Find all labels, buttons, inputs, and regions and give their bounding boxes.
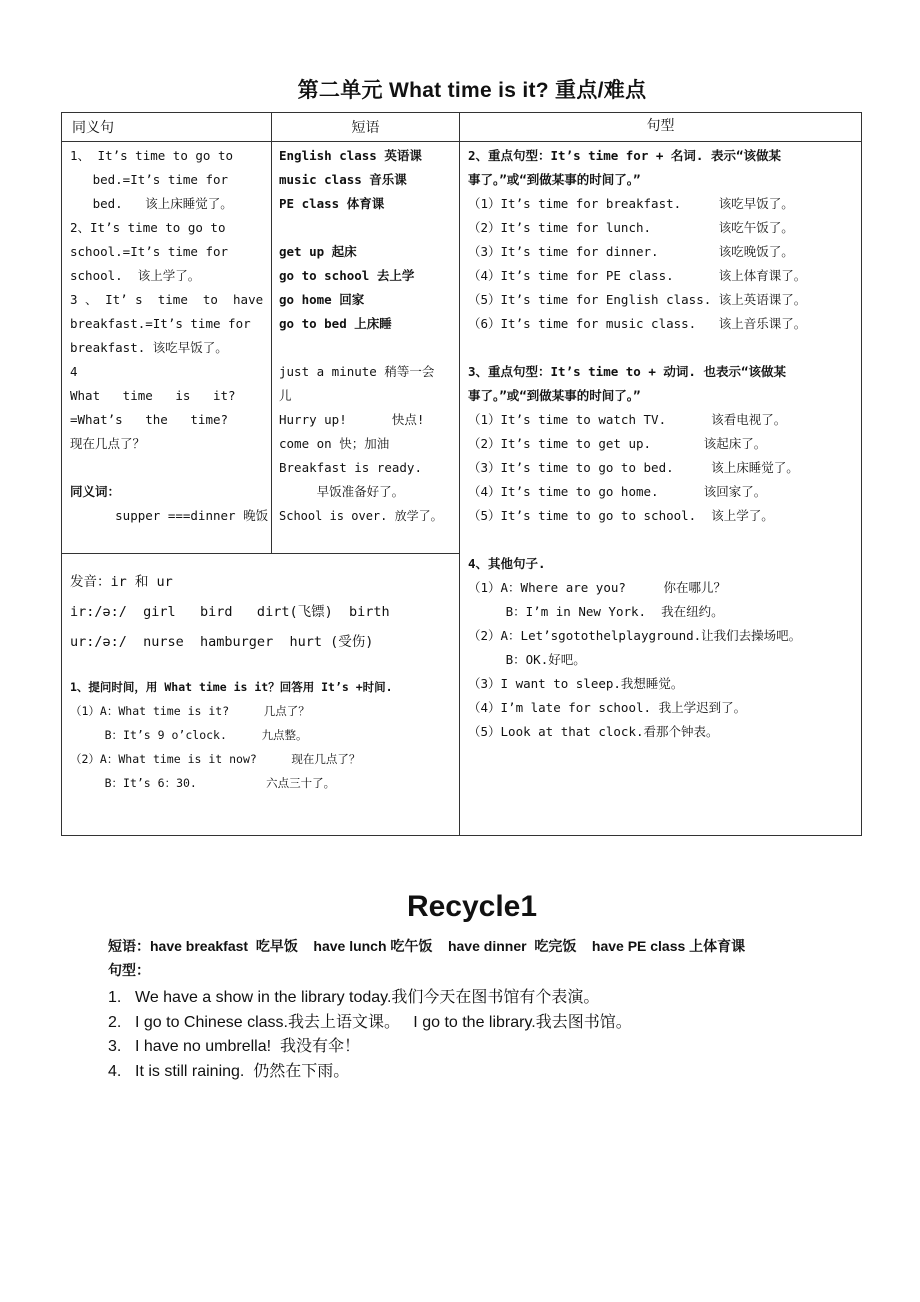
patterns-cell <box>468 144 860 744</box>
sentence-text: We have a show in the library today.我们今天在图书馆有个表演。 <box>135 989 600 1006</box>
text-line: （5）It’s time to go to school. 该上学了。 <box>468 508 774 523</box>
text-line <box>70 456 270 480</box>
text-line: 3 、 It’ s time to have <box>70 292 264 307</box>
text-line: 3、重点句型：It’s time to + 动词. 也表示“该做某 <box>468 364 786 379</box>
text-line: get up 起床 <box>279 244 357 259</box>
text-line: （6）It’s time for music class. 该上音乐课了。 <box>468 316 807 331</box>
text-line: 2、重点句型：It’s time for + 名词. 表示“该做某 <box>468 148 782 163</box>
text-line: supper ===dinner 晚饭 <box>70 508 269 523</box>
page-title: 第二单元 What time is it? 重点/难点 <box>297 79 647 102</box>
column-divider-1 <box>271 113 272 553</box>
text-line: （1）A：Where are you? 你在哪儿？ <box>468 580 727 595</box>
text-line: （3）It’s time to go to bed. 该上床睡觉了。 <box>468 460 799 475</box>
text-line: just a minute 稍等一会 <box>279 364 435 379</box>
pronunciation-ir: ir:/ə:/ girl bird dirt(飞镖) birth <box>70 604 390 620</box>
recycle-sentence <box>108 1060 745 1085</box>
text-line: 事了。”或“到做某事的时间了。” <box>468 172 641 187</box>
sentence-text: I have no umbrella! 我没有伞！ <box>135 1038 360 1055</box>
text-line: 早饭准备好了。 <box>279 484 405 499</box>
sentence-text: It is still raining. 仍然在下雨。 <box>135 1062 350 1080</box>
text-line: Breakfast is ready. <box>279 460 422 475</box>
sentence-number: 1. <box>108 989 122 1006</box>
text-line: =What’s the time? <box>70 412 229 427</box>
pronunciation-title: 发音：ir 和 ur <box>70 574 173 590</box>
text-line: （4）I’m late for school. 我上学迟到了。 <box>468 700 747 715</box>
text-line: breakfast.=It’s time for <box>70 316 251 331</box>
recycle-sentence <box>108 1011 745 1036</box>
time-example-line: （1）A：What time is it? 几点了？ <box>70 704 310 718</box>
pronunciation-ur: ur:/ə:/ nurse hamburger hurt (受伤) <box>70 634 374 650</box>
text-line: （4）It’s time for PE class. 该上体育课了。 <box>468 268 807 283</box>
text-line: （2）It’s time to get up. 该起床了。 <box>468 436 767 451</box>
text-line <box>279 216 457 240</box>
recycle-phrases: 短语：have breakfast 吃早饭 have lunch 吃午饭 have dinner 吃完饭 have PE class 上体育课 <box>108 938 746 954</box>
sentence-number: 4. <box>108 1062 122 1080</box>
text-line: （5）Look at that clock.看那个钟表。 <box>468 724 719 739</box>
recycle-title: Recycle1 <box>406 890 538 923</box>
text-line: 现在几点了？ <box>70 436 146 451</box>
text-line: What time is it? <box>70 388 236 403</box>
text-line: 事了。”或“到做某事的时间了。” <box>468 388 641 403</box>
text-line: （1）It’s time for breakfast. 该吃早饭了。 <box>468 196 794 211</box>
text-line: B：OK.好吧。 <box>468 652 586 667</box>
text-line: school.=It’s time for <box>70 244 229 259</box>
row-divider <box>62 553 460 554</box>
text-line <box>468 336 860 360</box>
text-line: go home 回家 <box>279 292 365 307</box>
text-line <box>279 336 457 360</box>
header-synonyms: 同义句 <box>72 119 114 135</box>
text-line: 同义词： <box>70 484 121 499</box>
text-line: School is over. 放学了。 <box>279 509 443 523</box>
time-example-line: B：It’s 9 o’clock. 九点整。 <box>70 728 308 742</box>
recycle-sentence-list <box>108 986 745 1084</box>
text-line: go to bed 上床睡 <box>279 316 392 331</box>
recycle-sentence <box>108 986 745 1011</box>
phrases-cell <box>279 144 457 528</box>
text-line: （1）It’s time to watch TV. 该看电视了。 <box>468 412 787 427</box>
text-line: bed. 该上床睡觉了。 <box>70 196 233 211</box>
text-line: （3）I want to sleep.我想睡觉。 <box>468 676 684 691</box>
text-line: Hurry up! 快点! <box>279 412 425 427</box>
text-line: bed.=It’s time for <box>70 172 229 187</box>
column-divider-2 <box>459 113 460 835</box>
time-example-line: B：It’s 6：30. 六点三十了。 <box>70 776 336 790</box>
text-line: go to school 去上学 <box>279 268 415 283</box>
text-line: （5）It’s time for English class. 该上英语课了。 <box>468 292 807 307</box>
header-phrases: 短语 <box>351 119 380 135</box>
text-line: 2、It’s time to go to <box>70 220 226 235</box>
header-divider <box>62 141 861 142</box>
time-example-line: （2）A：What time is it now? 现在几点了？ <box>70 752 361 766</box>
recycle-sentence <box>108 1035 745 1060</box>
recycle-section <box>108 934 745 1084</box>
synonyms-cell <box>70 144 270 528</box>
text-line: come on 快；加油 <box>279 436 390 451</box>
pronunciation-cell <box>70 567 455 795</box>
header-patterns: 句型 <box>646 117 675 133</box>
text-line: B：I’m in New York. 我在纽约。 <box>468 604 724 619</box>
text-line: （4）It’s time to go home. 该回家了。 <box>468 484 767 499</box>
text-line: 1、 It’s time to go to <box>70 148 234 163</box>
key-points-table <box>61 112 862 836</box>
text-line: English class 英语课 <box>279 148 422 163</box>
sentence-text: I go to Chinese class.我去上语文课。 I go to the library.我去图书馆。 <box>135 1013 632 1031</box>
text-line: music class 音乐课 <box>279 172 407 187</box>
recycle-patterns-label: 句型： <box>108 962 150 978</box>
text-line: 儿 <box>279 388 292 403</box>
text-line: （3）It’s time for dinner. 该吃晚饭了。 <box>468 244 794 259</box>
time-question-rule: 1、提问时间，用 What time is it？回答用 It’s +时间. <box>70 680 393 694</box>
sentence-number: 3. <box>108 1038 122 1055</box>
text-line: PE class 体育课 <box>279 196 385 211</box>
text-line: 4、其他句子. <box>468 556 546 571</box>
text-line: （2）It’s time for lunch. 该吃午饭了。 <box>468 220 794 235</box>
text-line: breakfast. 该吃早饭了。 <box>70 340 228 355</box>
sentence-number: 2. <box>108 1013 122 1031</box>
text-line: school. 该上学了。 <box>70 268 201 283</box>
text-line: 4 <box>70 364 78 379</box>
text-line: （2）A：Let’sgotothelplayground.让我们去操场吧。 <box>468 628 802 643</box>
text-line <box>468 528 860 552</box>
